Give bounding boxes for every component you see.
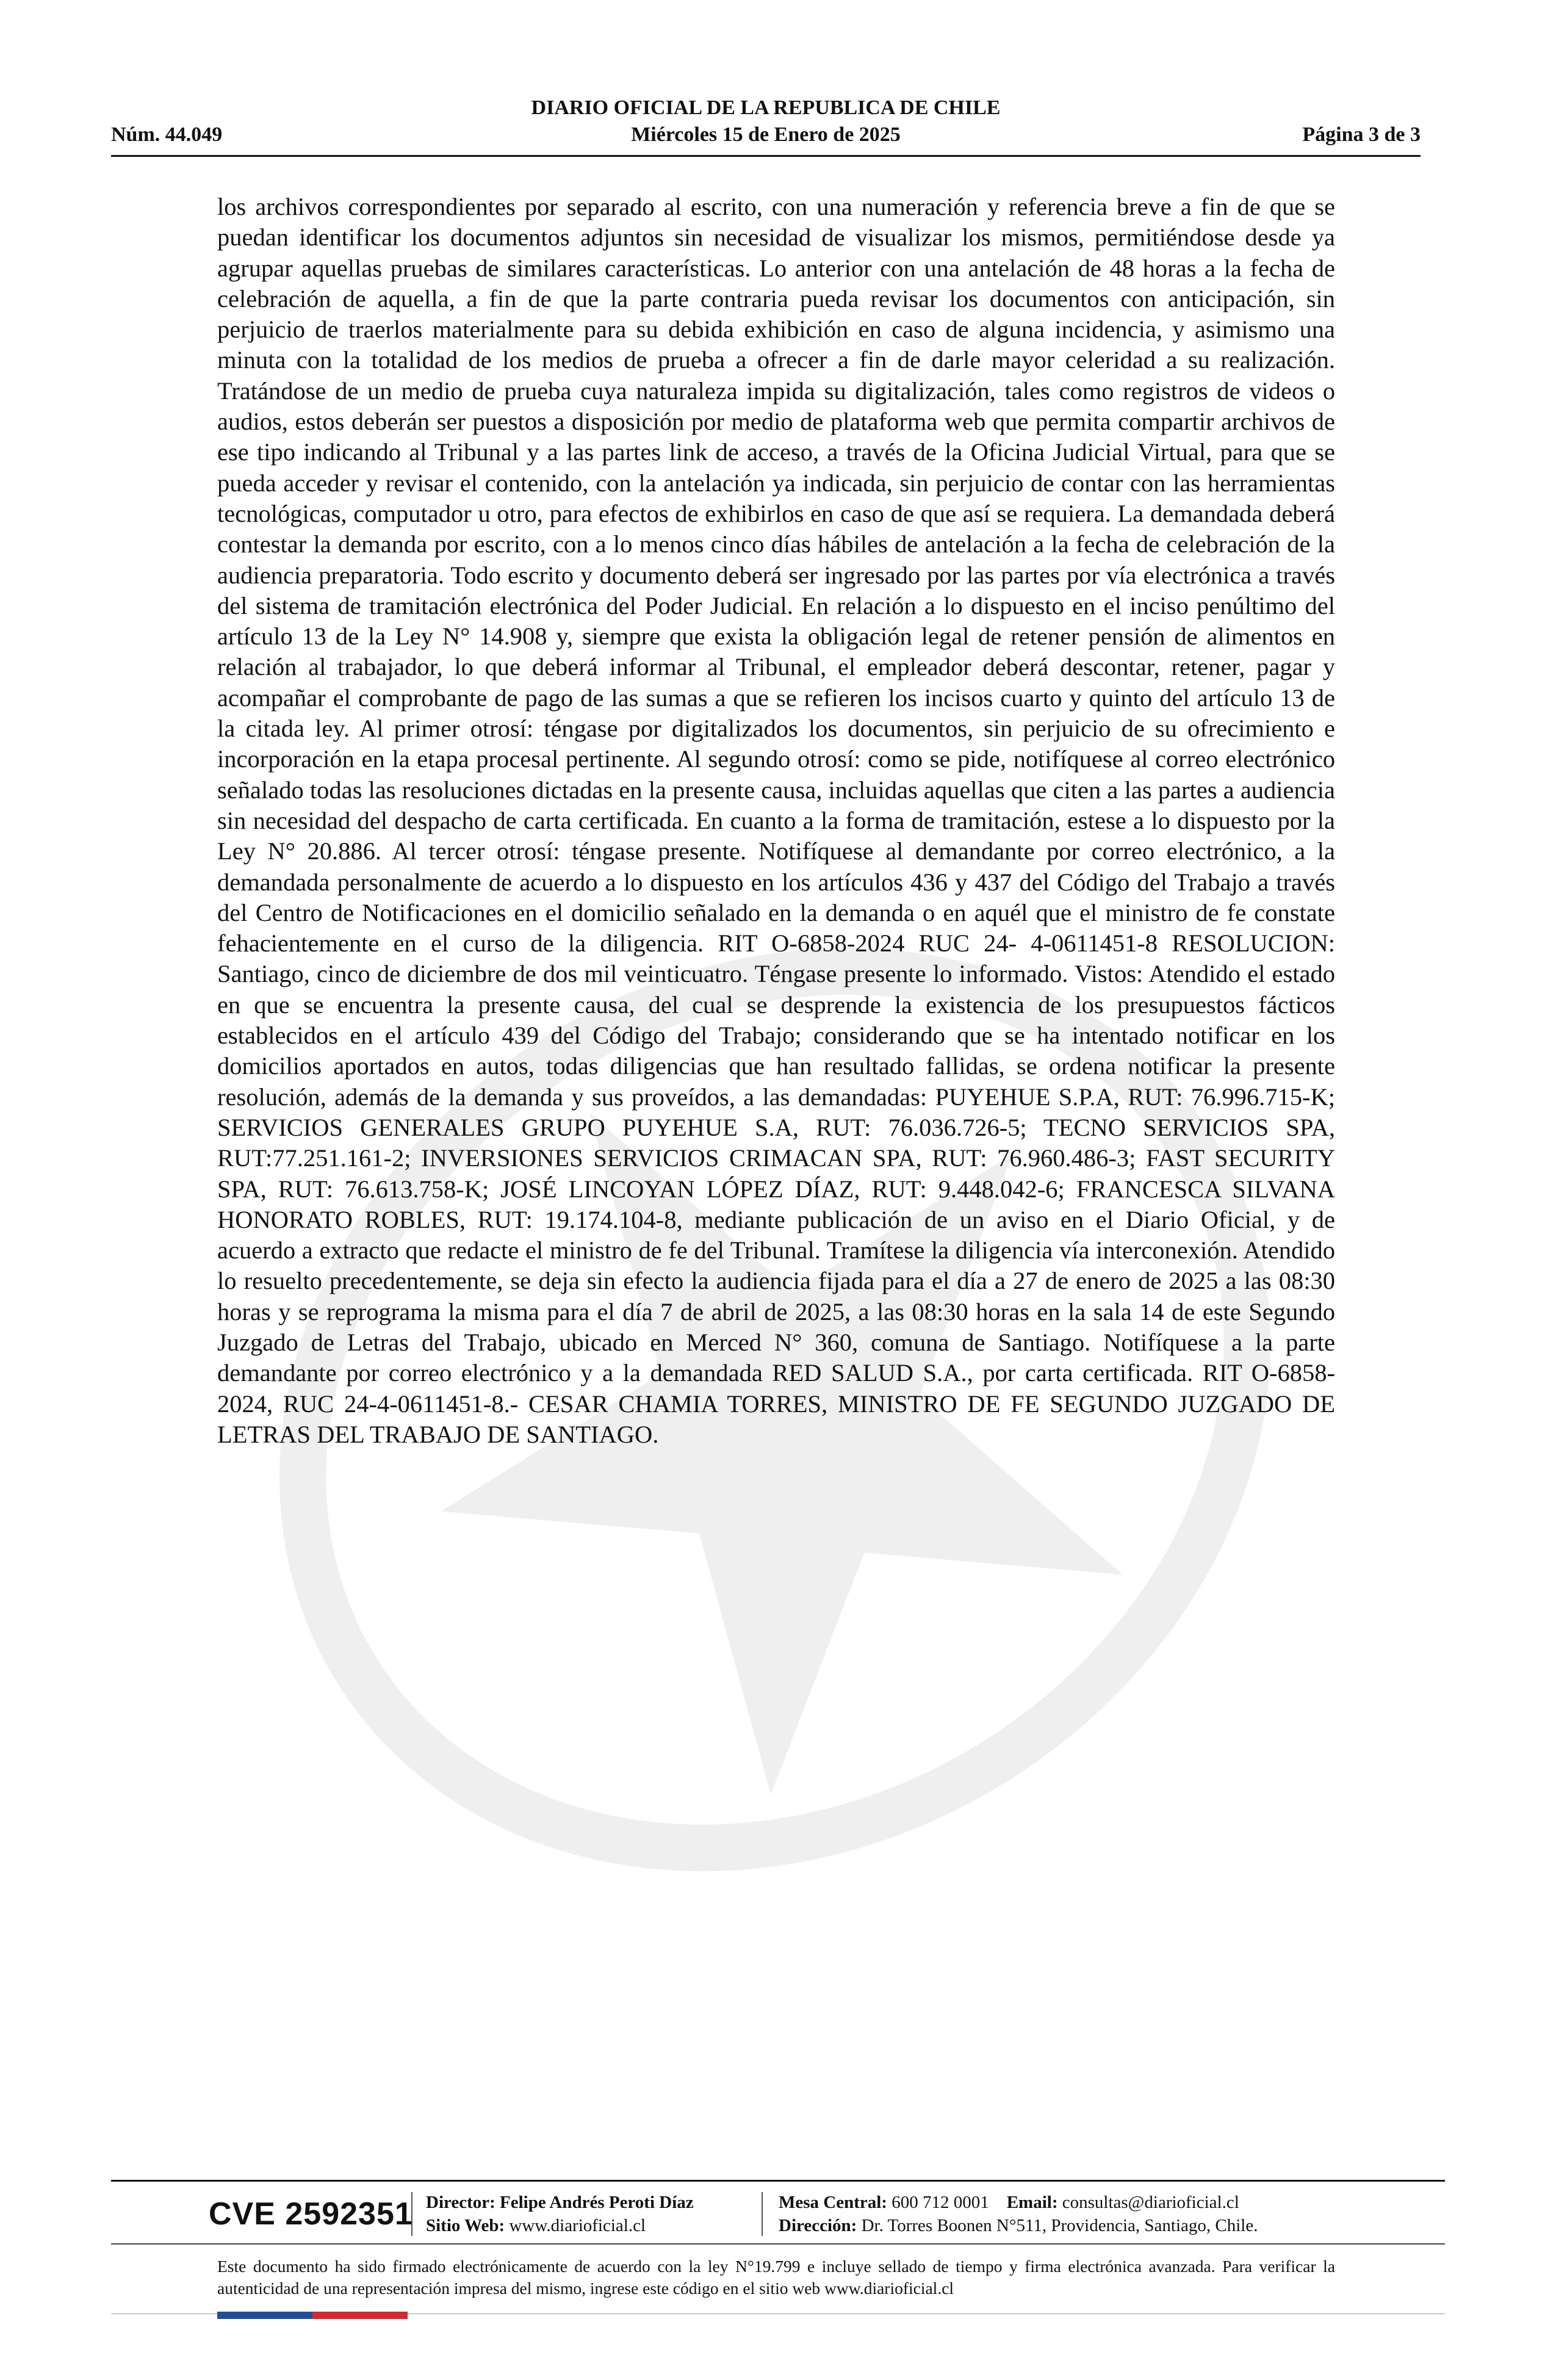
flag-stripe — [217, 2312, 408, 2319]
email-label: Email: — [1006, 2193, 1058, 2212]
phone-number: 600 712 0001 — [891, 2193, 989, 2212]
address-label: Dirección: — [779, 2216, 857, 2235]
site-link[interactable]: www.diarioficial.cl — [509, 2216, 646, 2235]
director-name: Felipe Andrés Peroti Díaz — [500, 2193, 694, 2212]
email-link[interactable]: consultas@diarioficial.cl — [1062, 2193, 1239, 2212]
flag-blue-stripe — [217, 2312, 312, 2319]
publication-title: DIARIO OFICIAL DE LA REPUBLICA DE CHILE — [531, 96, 1001, 119]
footer-divider-top — [111, 2180, 1445, 2182]
phone-label: Mesa Central: — [779, 2193, 887, 2212]
footer-separator — [762, 2192, 763, 2236]
site-label: Sitio Web: — [426, 2216, 505, 2235]
page-header — [111, 96, 1421, 151]
issue-date: Miércoles 15 de Enero de 2025 — [631, 123, 901, 146]
director-label: Director: — [426, 2193, 495, 2212]
flag-red-stripe — [312, 2312, 408, 2319]
address-text: Dr. Torres Boonen N°511, Providencia, Santiago, Chile. — [861, 2216, 1258, 2235]
footer-contact-block — [779, 2191, 1258, 2237]
issue-number: Núm. 44.049 — [111, 123, 223, 146]
footer-divider-mid — [111, 2243, 1445, 2245]
footer-director-block — [426, 2191, 694, 2237]
cve-code: CVE 2592351 — [209, 2196, 413, 2232]
legal-notice: Este documento ha sido firmado electrónicamente de acuerdo con la ley N°19.799 e incluye sellado de tiempo y firma electrónica avanzada. Para verificar la autenticidad de una representación impresa del mismo, ingrese este código en el sitio web www.diarioficial.cl — [217, 2257, 1335, 2298]
page-number: Página 3 de 3 — [1302, 123, 1421, 146]
article-body: los archivos correspondientes por separado al escrito, con una numeración y referencia breve a fin de que se puedan identificar los documentos adjuntos sin necesidad de visualizar los mismos, permitiéndose desde ya agrupar aquellas pruebas de similares características. Lo anterior con una antelación de 48 horas a la fecha de celebración de aquella, a fin de que la parte contraria pueda revisar los documentos con anticipación, sin perjuicio de traerlos materialmente para su debida exhibición en caso de alguna incidencia, y asimismo una minuta con la totalidad de los medios de prueba a ofrecer a fin de darle mayor celeridad a su realización. Tratándose de un medio de prueba cuya naturaleza impida su digitalización, tales como registros de videos o audios, estos deberán ser puestos a disposición por medio de plataforma web que permita compartir archivos de ese tipo indicando al Tribunal y a las partes link de acceso, a través de la Oficina Judicial Virtual, para que se pueda acceder y revisar el contenido, con la antelación ya indicada, sin perjuicio de contar con las herramientas tecnológicas, computador u otro, para efectos de exhibirlos en caso de que así se requiera. La demandada deberá contestar la demanda por escrito, con a lo menos cinco días hábiles de antelación a la fecha de celebración de la audiencia preparatoria. Todo escrito y documento deberá ser ingresado por las partes por vía electrónica a través del sistema de tramitación electrónica del Poder Judicial. En relación a lo dispuesto en el inciso penúltimo del artículo 13 de la Ley N° 14.908 y, siempre que exista la obligación legal de retener pensión de alimentos en relación al trabajador, lo que deberá informar al Tribunal, el empleador deberá descontar, retener, pagar y acompañar el comprobante de pago de las sumas a que se refieren los incisos cuarto y quinto del artículo 13 de la citada ley. Al primer otrosí: téngase por digitalizados los documentos, sin perjuicio de su ofrecimiento e incorporación en la etapa procesal pertinente. Al segundo otrosí: como se pide, notifíquese al correo electrónico señalado todas las resoluciones dictadas en la presente causa, incluidas aquellas que citen a las partes a audiencia sin necesidad del despacho de carta certificada. En cuanto a la forma de tramitación, estese a lo dispuesto por la Ley N° 20.886. Al tercer otrosí: téngase presente. Notifíquese al demandante por correo electrónico, a la demandada personalmente de acuerdo a lo dispuesto en los artículos 436 y 437 del Código del Trabajo a través del Centro de Notificaciones en el domicilio señalado en la demanda o en aquél que el ministro de fe constate fehacientemente en el curso de la diligencia. RIT O-6858-2024 RUC 24- 4-0611451-8 RESOLUCION: Santiago, cinco de diciembre de dos mil veinticuatro. Téngase presente lo informado. Vistos: Atendido el estado en que se encuentra la presente causa, del cual se desprende la existencia de los presupuestos fácticos establecidos en el artículo 439 del Código del Trabajo; considerando que se ha intentado notificar en los domicilios aportados en autos, todas diligencias que han resultado fallidas, se ordena notificar la presente resolución, además de la demanda y sus proveídos, a las demandadas: PUYEHUE S.P.A, RUT: 76.996.715-K; SERVICIOS GENERALES GRUPO PUYEHUE S.A, RUT: 76.036.726-5; TECNO SERVICIOS SPA, RUT:77.251.161-2; INVERSIONES SERVICIOS CRIMACAN SPA, RUT: 76.960.486-3; FAST SECURITY SPA, RUT: 76.613.758-K; JOSÉ LINCOYAN LÓPEZ DÍAZ, RUT: 9.448.042-6; FRANCESCA SILVANA HONORATO ROBLES, RUT: 19.174.104-8, mediante publicación de un aviso en el Diario Oficial, y de acuerdo a extracto que redacte el ministro de fe del Tribunal. Tramítese la diligencia vía interconexión. Atendido lo resuelto precedentemente, se deja sin efecto la audiencia fijada para el día a 27 de enero de 2025 a las 08:30 horas y se reprograma la misma para el día 7 de abril de 2025, a las 08:30 horas en la sala 14 de este Segundo Juzgado de Letras del Trabajo, ubicado en Merced N° 360, comuna de Santiago. Notifíquese a la parte demandante por correo electrónico y a la demandada RED SALUD S.A., por carta certificada. RIT O-6858-2024, RUC 24-4-0611451-8.- CESAR CHAMIA TORRES, MINISTRO DE FE SEGUNDO JUZGADO DE LETRAS DEL TRABAJO DE SANTIAGO. — [217, 193, 1335, 1448]
page-footer — [111, 2187, 1445, 2242]
footer-separator — [411, 2192, 412, 2236]
header-divider — [111, 155, 1421, 157]
